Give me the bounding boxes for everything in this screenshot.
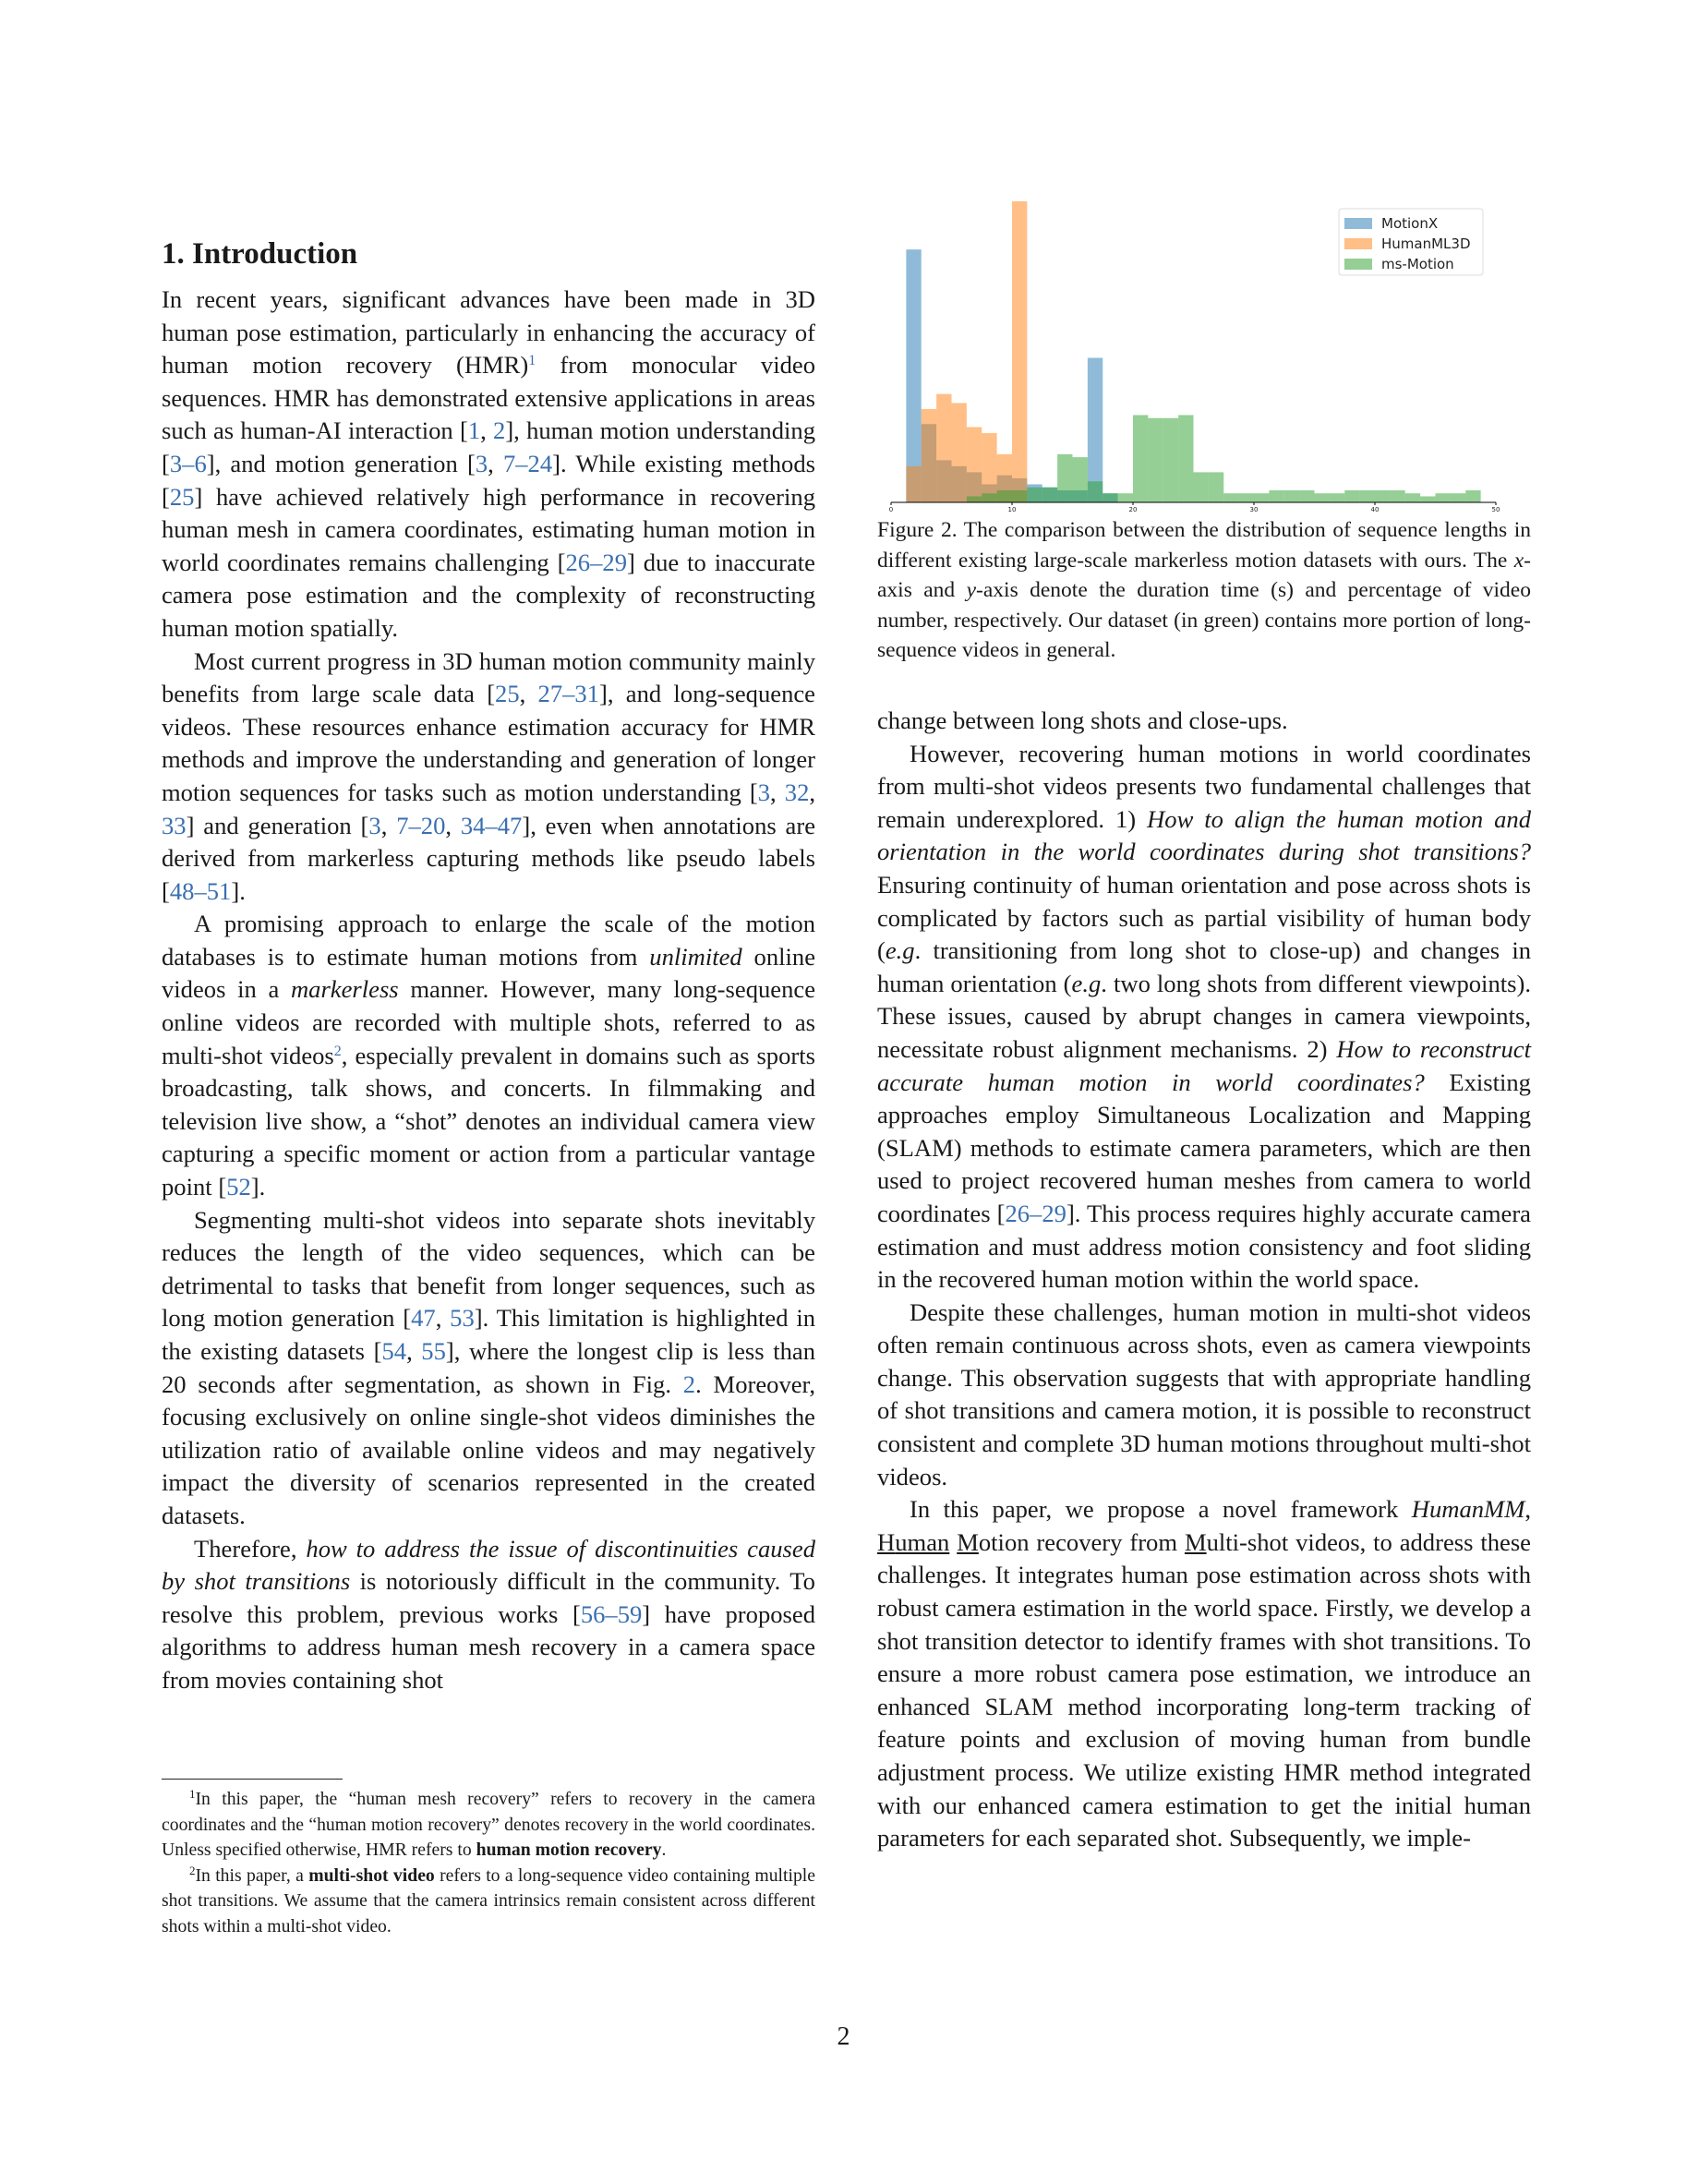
footnote-mark-2[interactable]: 2 xyxy=(333,1043,342,1059)
page-number: 2 xyxy=(837,2022,850,2051)
footnote-mark-1[interactable]: 1 xyxy=(528,353,536,369)
citation[interactable]: 1 xyxy=(467,416,481,445)
citation[interactable]: 34–47 xyxy=(460,811,523,839)
bar-ms-Motion-25 xyxy=(1344,490,1359,502)
right-column xyxy=(877,705,1531,1855)
bar-ms-Motion-14 xyxy=(1178,415,1193,502)
citation[interactable]: 47 xyxy=(411,1304,436,1333)
x-axis xyxy=(889,502,1500,513)
citation[interactable]: 52 xyxy=(226,1173,251,1201)
bar-ms-Motion-12 xyxy=(1148,418,1163,502)
citation[interactable]: 3 xyxy=(368,811,381,839)
right-paragraph-1: However, recovering human motions in world coordinates from multi-shot videos presents two fundamental challenges that remain underexplored. 1) How to align the human motion and orientation in the world coordinates during shot transitions? Ensuring continuity of human orientation and pose across shots is complicated by factors such as partial visibility of human body (e.g. transitioning from long shot to close-up) and changes in human orientation (e.g. two long shots from different viewpoints). These issues, caused by abrupt changes in camera viewpoints, necessitate robust alignment mechanisms. 2) How to reconstruct accurate human motion in world coordinates? Existing approaches employ Simultaneous Localization and Mapping (SLAM) methods to estimate camera parameters, which are then used to project recovered human meshes from camera to world coordinates [26–29]. This process requires highly accurate camera estimation and must address motion consistency and foot sliding in the recovered human motion within the world space. xyxy=(877,739,1531,1294)
paragraph-2: Most current progress in 3D human motion community mainly benefits from large scale data [25, 27–31], and long-sequence videos. These resources enhance estimation accuracy for HMR methods and improve the understanding and generation of longer motion sequences for tasks such as motion understanding [3, 32, 33] and generation [3, 7–20, 34–47], even when annotations are derived from markerless capturing methods like pseudo labels [48–51]. xyxy=(162,646,816,905)
bar-ms-Motion-3 xyxy=(1012,490,1027,502)
bar-ms-Motion-10 xyxy=(1118,493,1133,502)
citation[interactable]: 7–20 xyxy=(396,811,446,839)
bar-ms-Motion-27 xyxy=(1375,490,1390,502)
bar-ms-Motion-26 xyxy=(1360,490,1375,502)
bar-HumanML3D-2 xyxy=(936,394,951,502)
citation[interactable]: 26–29 xyxy=(565,548,627,576)
bar-ms-Motion-0 xyxy=(967,496,982,502)
footnotes xyxy=(162,1779,815,1940)
footnote-1: $^1$In this paper, the “human mesh recovery” refers to recovery in the camera coordinates and the “human motion recovery” denotes recovery in the world coordinates. Unless specified otherwise, HMR refers to human motion recovery. xyxy=(162,1787,815,1861)
figure-caption: Figure 2. The comparison between the distribution of sequence lengths in different existing large-scale markerless motion datasets with ours. The x-axis and y-axis denote the duration time (s) and percentage of video number, respectively. Our dataset (in green) contains more portion of long-sequence videos in general. xyxy=(877,518,1531,662)
bar-MotionX-0 xyxy=(906,249,921,502)
right-paragraph-3: In this paper, we propose a novel framework HumanMM, Human Motion recovery from Multi-shot videos, to address these challenges. It integrates human pose estimation across shots with robust camera estimation in the world space. Firstly, we develop a shot transition detector to identify frames with shot transitions. To ensure a more robust camera pose estimation, we introduce an enhanced SLAM method incorporating long-term tracking of feature points and exclusion of moving human from bundle adjustment process. We utilize existing HMR method integrated with our enhanced camera estimation to get the initial human parameters for each separated shot. Subsequently, we imple- xyxy=(877,1495,1531,1852)
bar-ms-Motion-8 xyxy=(1088,481,1103,502)
figure-ref[interactable]: 2 xyxy=(682,1370,696,1398)
x-tick-label-50: 50 xyxy=(1491,506,1500,513)
bar-HumanML3D-0 xyxy=(906,466,921,502)
x-tick-label-40: 40 xyxy=(1370,506,1380,513)
section-title: 1. Introduction xyxy=(162,237,358,271)
citation[interactable]: 25 xyxy=(495,680,520,708)
bar-ms-Motion-7 xyxy=(1073,457,1088,502)
bar-ms-Motion-23 xyxy=(1315,493,1330,502)
footnote-rule xyxy=(162,1779,343,1780)
citation[interactable]: 25 xyxy=(169,482,195,511)
bar-ms-Motion-22 xyxy=(1299,490,1314,502)
bar-ms-Motion-9 xyxy=(1103,493,1117,502)
histogram-chart xyxy=(877,194,1531,513)
bar-ms-Motion-28 xyxy=(1390,490,1404,502)
bar-ms-Motion-4 xyxy=(1027,488,1042,502)
chart-legend xyxy=(1339,209,1483,275)
legend-swatch-MotionX xyxy=(1344,218,1372,229)
bar-ms-Motion-13 xyxy=(1163,418,1178,502)
bar-ms-Motion-33 xyxy=(1465,490,1480,502)
paragraph-5: Therefore, how to address the issue of discontinuities caused by shot transitions is notoriously difficult in the community. To resolve this problem, previous works [56–59] have proposed algorithms to address human mesh recovery in a camera space from movies containing shot xyxy=(162,1534,815,1694)
bar-ms-Motion-15 xyxy=(1194,472,1209,502)
x-tick-label-30: 30 xyxy=(1249,506,1259,513)
bar-HumanML3D-7 xyxy=(1012,201,1027,502)
right-paragraph-0: change between long shots and close-ups. xyxy=(877,706,1288,734)
citation[interactable]: 32 xyxy=(784,778,810,806)
bar-ms-Motion-6 xyxy=(1057,454,1072,502)
paragraph-3: A promising approach to enlarge the scale of the motion databases is to estimate human motions from unlimited online videos in a markerless manner. However, many long-sequence online videos are recorded with multiple shots, referred to as multi-shot videos$^2$, especially prevalent in domains such as sports broadcasting, talk shows, and concerts. In filmmaking and television live show, a “shot” denotes an individual camera view capturing a specific moment or action from a particular vantage point [52]. xyxy=(162,910,815,1201)
figure-2-chart xyxy=(877,194,1531,513)
footnote-2: $^2$In this paper, a multi-shot video refers to a long-sequence video containing multiple shot transitions. We assume that the camera intrinsics remain consistent across different shots within a multi-shot video. xyxy=(162,1863,816,1937)
citation[interactable]: 3–6 xyxy=(169,449,207,477)
bar-ms-Motion-30 xyxy=(1420,496,1435,502)
citation[interactable]: 26–29 xyxy=(1005,1199,1066,1227)
paragraph-1: In recent years, significant advances have been made in 3D human pose estimation, particularly in enhancing the accuracy of human motion recovery (HMR)$^1$ from monocular video sequences. HMR has demonstrated extensive applications in areas such as human-AI interaction [1, 2], human motion understanding [3–6], and motion generation [3, 7–24]. While existing methods [25] have achieved relatively high performance in recovering human mesh in camera coordinates, estimating human motion in world coordinates remains challenging [26–29] due to inaccurate camera pose estimation and the complexity of reconstructing human motion spatially. xyxy=(162,285,816,642)
x-tick-label-0: 0 xyxy=(888,506,894,513)
bar-ms-Motion-24 xyxy=(1330,493,1344,502)
bar-ms-Motion-32 xyxy=(1451,493,1465,502)
bar-MotionX-12 xyxy=(1088,358,1103,502)
citation[interactable]: 53 xyxy=(450,1304,475,1333)
legend-swatch-HumanML3D xyxy=(1344,238,1372,249)
legend-label-ms-Motion: ms-Motion xyxy=(1381,256,1454,272)
bar-ms-Motion-21 xyxy=(1284,490,1299,502)
legend-swatch-ms-Motion xyxy=(1344,259,1372,270)
bar-ms-Motion-17 xyxy=(1223,493,1238,502)
right-paragraph-2: Despite these challenges, human motion in multi-shot videos often remain continuous across shots, even as camera viewpoints change. This observation suggests that with appropriate handling of shot transitions and camera motion, it is possible to reconstruct consistent and complete 3D human motions throughout multi-shot videos. xyxy=(877,1297,1531,1490)
x-tick-label-10: 10 xyxy=(1007,506,1017,513)
citation[interactable]: 2 xyxy=(493,416,506,445)
bar-ms-Motion-1 xyxy=(982,493,996,502)
bar-ms-Motion-2 xyxy=(997,490,1012,502)
legend-label-HumanML3D: HumanML3D xyxy=(1381,235,1471,252)
bar-ms-Motion-29 xyxy=(1405,493,1420,502)
left-column xyxy=(162,235,815,1697)
bar-ms-Motion-20 xyxy=(1269,490,1283,502)
citation[interactable]: 33 xyxy=(162,811,187,839)
bar-ms-Motion-18 xyxy=(1239,493,1254,502)
citation[interactable]: 3 xyxy=(475,449,488,477)
citation[interactable]: 56–59 xyxy=(580,1599,643,1628)
bar-ms-Motion-5 xyxy=(1042,488,1057,502)
bar-HumanML3D-5 xyxy=(982,433,996,502)
legend-label-MotionX: MotionX xyxy=(1381,215,1439,232)
bar-ms-Motion-16 xyxy=(1209,472,1223,502)
bar-ms-Motion-31 xyxy=(1436,493,1451,502)
citation[interactable]: 3 xyxy=(757,778,771,806)
x-tick-label-20: 20 xyxy=(1128,506,1138,513)
citation[interactable]: 27–31 xyxy=(537,680,600,708)
bar-HumanML3D-4 xyxy=(967,428,982,503)
citation[interactable]: 54 xyxy=(381,1337,407,1365)
bar-HumanML3D-3 xyxy=(952,403,967,502)
bar-ms-Motion-11 xyxy=(1133,415,1148,502)
bar-ms-Motion-19 xyxy=(1254,493,1269,502)
bar-HumanML3D-1 xyxy=(922,409,936,502)
citation[interactable]: 48–51 xyxy=(169,876,232,905)
citation[interactable]: 55 xyxy=(421,1337,446,1365)
citation[interactable]: 7–24 xyxy=(502,449,553,477)
paragraph-4: Segmenting multi-shot videos into separate shots inevitably reduces the length of the video sequences, which can be detrimental to tasks that benefit from longer sequences, such as long motion generation [47, 53]. This limitation is highlighted in the existing datasets [54, 55], where the longest clip is less than 20 seconds after segmentation, as shown in Fig. 2. Moreover, focusing exclusively on online single-shot videos diminishes the utilization ratio of available online videos and may negatively impact the diversity of scenarios represented in the created datasets. xyxy=(162,1205,816,1529)
